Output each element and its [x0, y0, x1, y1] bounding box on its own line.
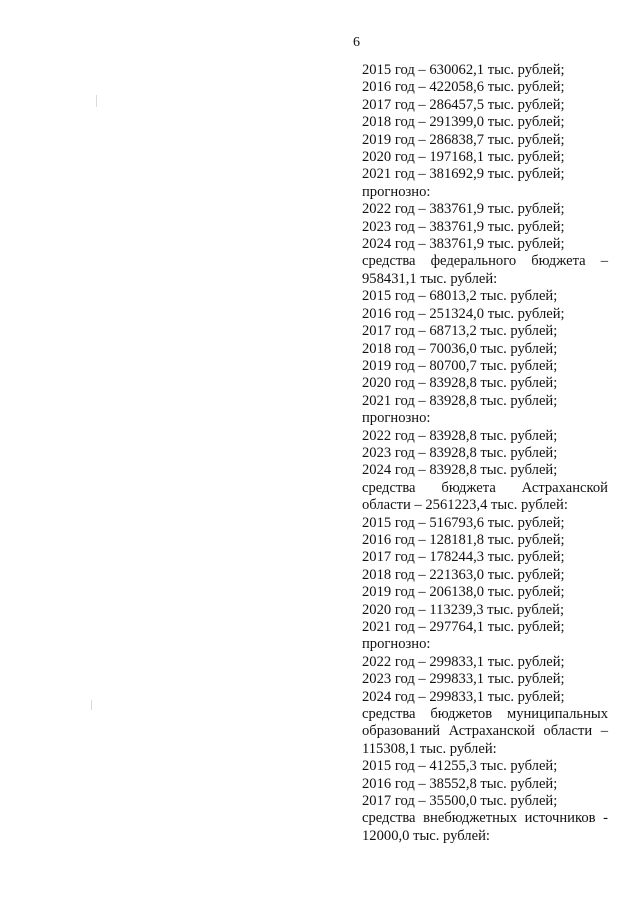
text-line: прогнозно:: [362, 183, 431, 200]
text-line: 2019 год – 286838,7 тыс. рублей;: [362, 131, 565, 148]
text-line: 2024 год – 383761,9 тыс. рублей;: [362, 236, 565, 253]
funding-source-paragraph: средства федерального бюджета – 958431,1 тыс. рублей:: [362, 253, 608, 287]
text-line: прогнозно:: [362, 636, 431, 653]
scan-artifact: [96, 95, 97, 107]
text-line: 2017 год – 286457,5 тыс. рублей;: [362, 96, 565, 113]
text-line: 2018 год – 291399,0 тыс. рублей;: [362, 114, 565, 131]
text-line: 2022 год – 383761,9 тыс. рублей;: [362, 201, 565, 218]
funding-source-paragraph: средства бюджетов муниципальных образований Астраханской области – 115308,1 тыс. рублей:: [362, 706, 608, 757]
funding-source-paragraph: средства бюджета Астраханской области – 2561223,4 тыс. рублей:: [362, 479, 608, 514]
text-line: 2020 год – 197168,1 тыс. рублей;: [362, 149, 565, 166]
text-line: 2020 год – 113239,3 тыс. рублей;: [362, 601, 565, 618]
text-line: 2015 год – 630062,1 тыс. рублей;: [362, 62, 565, 78]
text-line: 2024 год – 299833,1 тыс. рублей;: [362, 688, 565, 705]
text-line: 2015 год – 516793,6 тыс. рублей;: [362, 514, 565, 531]
text-line: 2017 год – 35500,0 тыс. рублей;: [362, 793, 558, 810]
text-line: 2023 год – 299833,1 тыс. рублей;: [362, 671, 565, 688]
text-line: 2021 год – 381692,9 тыс. рублей;: [362, 166, 565, 183]
text-line: 2017 год – 178244,3 тыс. рублей;: [362, 549, 565, 566]
text-line: 2016 год – 128181,8 тыс. рублей;: [362, 531, 565, 548]
text-line: 2022 год – 299833,1 тыс. рублей;: [362, 653, 565, 670]
document-body: [362, 62, 608, 845]
funding-source-paragraph: средства внебюджетных источников - 12000,0 тыс. рублей:: [362, 810, 608, 844]
text-line: прогнозно:: [362, 410, 431, 427]
text-line: 2024 год – 83928,8 тыс. рублей;: [362, 462, 558, 479]
text-line: 2020 год – 83928,8 тыс. рублей;: [362, 375, 558, 392]
text-line: 2022 год – 83928,8 тыс. рублей;: [362, 427, 558, 444]
text-line: 2016 год – 251324,0 тыс. рублей;: [362, 305, 565, 322]
text-line: 2023 год – 83928,8 тыс. рублей;: [362, 444, 558, 461]
text-line: 2017 год – 68713,2 тыс. рублей;: [362, 323, 558, 340]
page-number: 6: [353, 35, 360, 50]
text-line: 2019 год – 206138,0 тыс. рублей;: [362, 584, 565, 601]
text-line: 2023 год – 383761,9 тыс. рублей;: [362, 218, 565, 235]
text-line: 2018 год – 70036,0 тыс. рублей;: [362, 340, 558, 357]
text-line: 2021 год – 297764,1 тыс. рублей;: [362, 619, 565, 635]
text-line: 2016 год – 38552,8 тыс. рублей;: [362, 775, 558, 792]
scan-artifact: [91, 700, 92, 710]
text-line: 2019 год – 80700,7 тыс. рублей;: [362, 357, 558, 374]
text-line: 2015 год – 41255,3 тыс. рублей;: [362, 758, 558, 775]
text-line: 2021 год – 83928,8 тыс. рублей;: [362, 392, 558, 409]
text-line: 2015 год – 68013,2 тыс. рублей;: [362, 288, 558, 305]
text-line: 2016 год – 422058,6 тыс. рублей;: [362, 79, 565, 96]
text-line: 2018 год – 221363,0 тыс. рублей;: [362, 566, 565, 583]
